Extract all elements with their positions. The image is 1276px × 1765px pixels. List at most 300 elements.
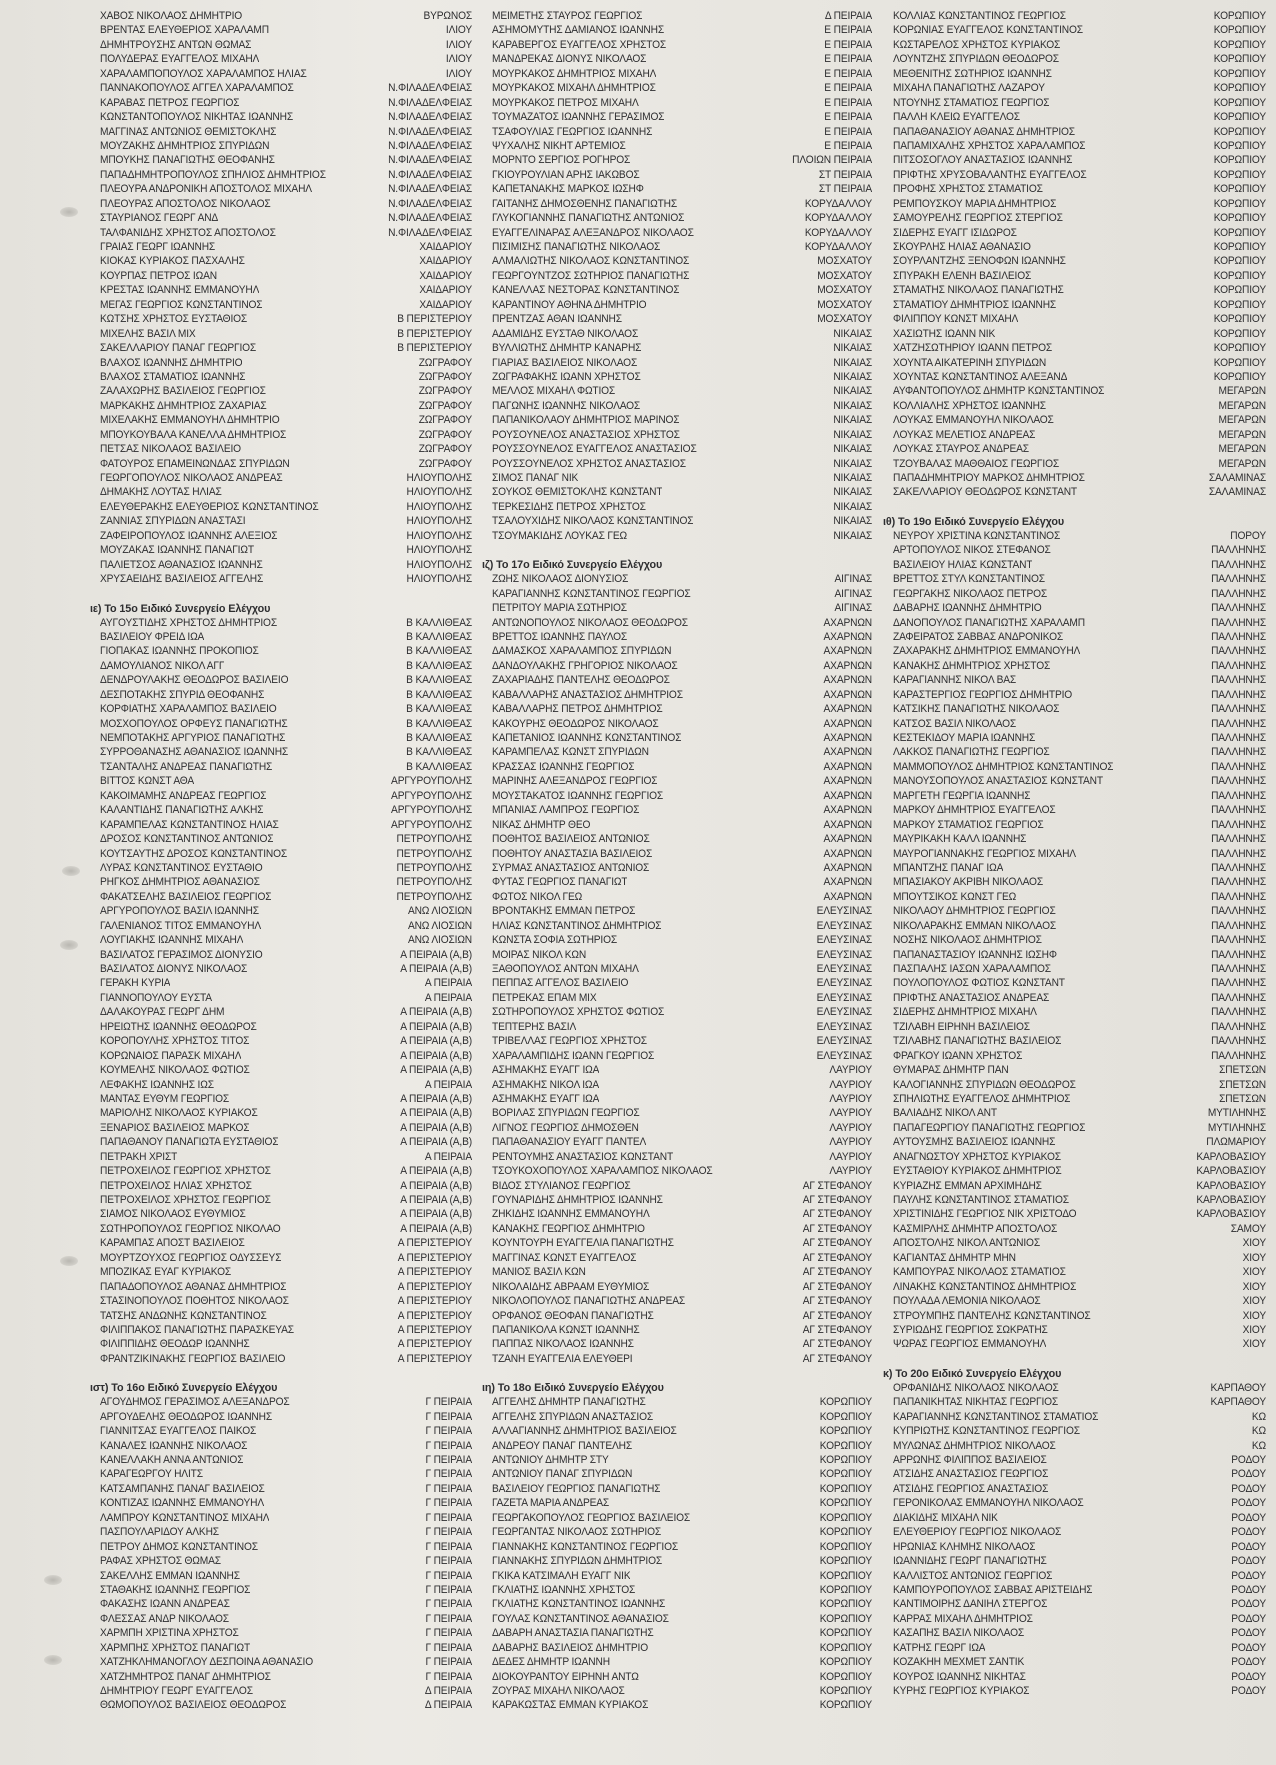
list-item xyxy=(893,1266,1266,1282)
tax-office: ΧΑΙΔΑΡΙΟΥ xyxy=(419,270,472,283)
person-name: ΜΑΡΚΟΥ ΣΤΑΜΑΤΙΟΣ ΓΕΩΡΓΙΟΣ xyxy=(893,819,1044,832)
list-item xyxy=(893,428,1266,444)
person-name: ΑΛΜΑΛΙΩΤΗΣ ΝΙΚΟΛΑΟΣ ΚΩΝΣΤΑΝΤΙΝΟΣ xyxy=(492,255,690,268)
person-name: ΑΝΤΩΝΙΟΥ ΠΑΝΑΓ ΣΠΥΡΙΔΩΝ xyxy=(492,1468,633,1481)
tax-office: ΚΟΡΩΠΙΟΥ xyxy=(1213,169,1266,182)
tax-office: Β ΚΑΛΛΙΘΕΑΣ xyxy=(406,703,472,716)
tax-office: ΖΩΓΡΑΦΟΥ xyxy=(418,429,472,442)
person-name: ΑΥΤΟΥΣΜΗΣ ΒΑΣΙΛΕΙΟΣ ΙΩΑΝΝΗΣ xyxy=(893,1136,1056,1149)
person-name: ΔΑΝΔΟΥΛΑΚΗΣ ΓΡΗΓΟΡΙΟΣ ΝΙΚΟΛΑΟΣ xyxy=(492,660,678,673)
list-item xyxy=(492,1641,872,1657)
tax-office: ΑΓ ΣΤΕΦΑΝΟΥ xyxy=(802,1310,872,1322)
person-name: ΠΑΠΑΘΑΝΟΥ ΠΑΝΑΓΙΩΤΑ ΕΥΣΤΑΘΙΟΣ xyxy=(100,1136,279,1149)
tax-office: Δ ΠΕΙΡΑΙΑ xyxy=(424,1699,472,1712)
list-item xyxy=(100,110,472,126)
list-item xyxy=(492,1439,872,1455)
person-name: ΠΑΠΑΔΟΠΟΥΛΟΣ ΑΘΑΝΑΣ ΔΗΜΗΤΡΙΟΣ xyxy=(100,1281,287,1294)
tax-office: ΠΑΛΛΗΝΗΣ xyxy=(1211,718,1266,730)
person-name: ΠΑΠΠΑΣ ΝΙΚΟΛΑΟΣ ΙΩΑΝΝΗΣ xyxy=(492,1338,634,1351)
list-item xyxy=(100,1136,472,1152)
person-name: ΡΟΥΣΟΥΝΕΛΟΣ ΑΝΑΣΤΑΣΙΟΣ ΧΡΗΣΤΟΣ xyxy=(492,429,680,442)
list-item xyxy=(100,1497,472,1513)
tax-office: Γ ΠΕΙΡΑΙΑ xyxy=(425,1642,472,1655)
tax-office: ΝΙΚΑΙΑΣ xyxy=(833,530,872,543)
person-name: ΜΑΡΙΟΛΗΣ ΝΙΚΟΛΑΟΣ ΚΥΡΙΑΚΟΣ xyxy=(100,1107,258,1120)
person-name: ΦΙΛΙΠΠΟΥ ΚΩΝΣΤ ΜΙΧΑΗΛ xyxy=(893,313,1019,326)
person-name: ΘΥΜΑΡΑΣ ΔΗΜΗΤΡ ΠΑΝ xyxy=(893,1064,1009,1077)
person-name: ΚΟΝΤΙΖΑΣ ΙΩΑΝΝΗΣ ΕΜΜΑΝΟΥΗΛ xyxy=(100,1497,264,1510)
list-item xyxy=(100,674,472,690)
tax-office: ΣΑΛΑΜΙΝΑΣ xyxy=(1208,472,1266,485)
tax-office: ΠΑΛΛΗΝΗΣ xyxy=(1211,833,1266,846)
tax-office: ΖΩΓΡΑΦΟΥ xyxy=(418,443,472,456)
list-item xyxy=(893,1150,1266,1166)
tax-office: ΕΛΕΥΣΙΝΑΣ xyxy=(816,1021,872,1034)
tax-office: ΠΑΛΛΗΝΗΣ xyxy=(1211,703,1266,716)
list-item xyxy=(100,804,472,820)
person-name: ΑΓΓΕΛΗΣ ΣΠΥΡΙΔΩΝ ΑΝΑΣΤΑΣΙΟΣ xyxy=(492,1411,654,1424)
tax-office: ΛΑΥΡΙΟΥ xyxy=(829,1165,872,1178)
person-name: ΓΙΑΝΝΑΚΗΣ ΣΠΥΡΙΔΩΝ ΔΗΜΗΤΡΙΟΣ xyxy=(492,1555,663,1568)
list-item xyxy=(893,298,1266,314)
person-name: ΜΑΝΔΡΕΚΑΣ ΔΙΟΝΥΣ ΝΙΚΟΛΑΟΣ xyxy=(492,53,647,66)
person-name: ΓΕΩΡΓΑΚΟΠΟΥΛΟΣ ΓΕΩΡΓΙΟΣ ΒΑΣΙΛΕΙΟΣ xyxy=(492,1512,691,1525)
list-item xyxy=(100,1063,472,1079)
tax-office: ΚΟΡΩΠΙΟΥ xyxy=(1213,328,1266,341)
person-name: ΧΟΥΝΤΑΣ ΚΩΝΣΤΑΝΤΙΝΟΣ ΑΛΕΞΑΝΔ xyxy=(893,371,1068,384)
list-item xyxy=(100,977,472,993)
list-item xyxy=(893,284,1266,300)
tax-office: ΑΓ ΣΤΕΦΑΝΟΥ xyxy=(802,1295,872,1308)
list-item xyxy=(100,934,472,950)
person-name: ΛΕΦΑΚΗΣ ΙΩΑΝΝΗΣ ΙΩΣ xyxy=(100,1079,214,1091)
tax-office: ΒΥΡΩΝΟΣ xyxy=(423,10,472,23)
tax-office: ΚΟΡΩΠΙΟΥ xyxy=(1213,183,1266,196)
person-name: ΚΟΡΟΠΟΥΛΗΣ ΧΡΗΣΤΟΣ ΤΙΤΟΣ xyxy=(100,1035,250,1048)
tax-office: ΚΟΡΩΠΙΟΥ xyxy=(1213,53,1266,66)
list-item xyxy=(492,298,872,314)
person-name: ΚΑΡΑΓΙΑΝΝΗΣ ΝΙΚΟΛ ΒΑΣ xyxy=(893,674,1017,687)
tax-office: ΛΑΥΡΙΟΥ xyxy=(829,1122,872,1135)
tax-office: ΝΙΚΑΙΑΣ xyxy=(833,472,872,485)
tax-office: ΙΛΙΟΥ xyxy=(445,24,472,37)
tax-office: ΚΟΡΩΠΙΟΥ xyxy=(1213,270,1266,283)
person-name: ΧΡΥΣΑΕΙΔΗΣ ΒΑΣΙΛΕΙΟΣ ΑΓΓΕΛΗΣ xyxy=(100,573,264,586)
person-name: ΤΖΙΛΑΒΗ ΕΙΡΗΝΗ ΒΑΣΙΛΕΙΟΣ xyxy=(893,1021,1030,1034)
person-name: ΜΟΥΡΚΑΚΟΣ ΜΙΧΑΗΛ ΔΗΜΗΤΡΙΟΣ xyxy=(492,82,656,95)
person-name: ΛΟΥΚΑΣ ΣΤΑΥΡΟΣ ΑΝΔΡΕΑΣ xyxy=(893,443,1029,456)
person-name: ΧΑΡΑΛΑΜΠΟΠΟΥΛΟΣ ΧΑΡΑΛΑΜΠΟΣ ΗΛΙΑΣ xyxy=(100,68,307,81)
tax-office: ΠΑΛΛΗΝΗΣ xyxy=(1211,905,1266,918)
tax-office: ΠΑΛΛΗΝΗΣ xyxy=(1211,992,1266,1005)
tax-office: ΧΙΟΥ xyxy=(1242,1295,1266,1308)
person-name: ΚΑΠΕΤΑΝΑΚΗΣ ΜΑΡΚΟΣ ΙΩΣΗΦ xyxy=(492,183,644,196)
tax-office: ΑΧΑΡΝΩΝ xyxy=(823,746,872,759)
person-name: ΦΑΚΑΣΗΣ ΙΩΑΝΝ ΑΝΔΡΕΑΣ xyxy=(100,1598,230,1611)
person-name: ΤΣΑΛΟΥΧΙΔΗΣ ΝΙΚΟΛΑΟΣ ΚΩΝΣΤΑΝΤΙΝΟΣ xyxy=(492,515,694,528)
person-name: ΣΙΜΟΣ ΠΑΝΑΓ ΝΙΚ xyxy=(492,472,579,485)
list-item xyxy=(492,443,872,459)
person-name: ΒΟΡΙΛΑΣ ΣΠΥΡΙΔΩΝ ΓΕΩΡΓΙΟΣ xyxy=(492,1107,640,1120)
list-item xyxy=(100,544,472,560)
tax-office: ΑΧΑΡΝΩΝ xyxy=(823,631,872,644)
tax-office: ΧΙΟΥ xyxy=(1242,1324,1266,1337)
list-item xyxy=(492,1670,872,1686)
list-item xyxy=(100,1251,472,1267)
person-name: ΒΡΕΝΤΑΣ ΕΛΕΥΘΕΡΙΟΣ ΧΑΡΑΛΑΜΠ xyxy=(100,24,269,37)
tax-office: ΚΑΡΛΟΒΑΣΙΟΥ xyxy=(1196,1165,1266,1178)
person-name: ΦΥΤΑΣ ΓΕΩΡΓΙΟΣ ΠΑΝΑΓΙΩΤ xyxy=(492,876,628,889)
list-item xyxy=(492,746,872,762)
list-item xyxy=(893,154,1266,170)
tax-office: ΜΟΣΧΑΤΟΥ xyxy=(817,255,872,268)
tax-office: ΕΛΕΥΣΙΝΑΣ xyxy=(816,1035,872,1048)
person-name: ΚΑΛΟΓΙΑΝΝΗΣ ΣΠΥΡΙΔΩΝ ΘΕΟΔΩΡΟΣ xyxy=(893,1079,1076,1091)
list-item xyxy=(893,53,1266,69)
tax-office: ΑΧΑΡΝΩΝ xyxy=(823,674,872,687)
list-item xyxy=(492,1020,872,1036)
person-name: ΣΙΔΕΡΗΣ ΕΥΑΓΓ ΙΣΙΔΩΡΟΣ xyxy=(893,227,1017,239)
column-1 xyxy=(90,10,472,1714)
person-name: ΜΠΟΥΚΗΣ ΠΑΝΑΓΙΩΤΗΣ ΘΕΟΦΑΝΗΣ xyxy=(100,154,275,167)
person-name: ΡΕΜΠΟΥΣΚΟΥ ΜΑΡΙΑ ΔΗΜΗΤΡΙΟΣ xyxy=(893,198,1057,211)
person-name: ΘΩΜΟΠΟΥΛΟΣ ΒΑΣΙΛΕΙΟΣ ΘΕΟΔΩΡΟΣ xyxy=(100,1699,287,1712)
person-name: ΜΟΥΣΤΑΚΑΤΟΣ ΙΩΑΝΝΗΣ ΓΕΩΡΓΙΟΣ xyxy=(492,790,664,803)
tax-office: ΚΟΡΥΔΑΛΛΟΥ xyxy=(804,212,872,225)
tax-office: ΑΧΑΡΝΩΝ xyxy=(823,862,872,875)
tax-office: ΕΛΕΥΣΙΝΑΣ xyxy=(816,1050,872,1063)
person-name: ΠΕΤΡΑΚΗ ΧΡΙΣΤ xyxy=(100,1151,178,1164)
list-item xyxy=(492,1208,872,1224)
person-name: ΜΕΛΛΟΣ ΜΙΧΑΗΛ ΦΩΤΙΟΣ xyxy=(492,385,616,398)
list-item xyxy=(100,284,472,300)
tax-office: ΚΟΡΩΠΙΟΥ xyxy=(819,1468,872,1481)
tax-office: ΚΟΡΩΠΙΟΥ xyxy=(1213,284,1266,297)
person-name: ΜΑΓΓΙΝΑΣ ΑΝΤΩΝΙΟΣ ΘΕΜΙΣΤΟΚΛΗΣ xyxy=(100,126,277,138)
tax-office: ΗΛΙΟΥΠΟΛΗΣ xyxy=(406,559,472,572)
tax-office: ΑΧΑΡΝΩΝ xyxy=(823,689,872,702)
list-item xyxy=(100,1338,472,1354)
person-name: ΕΛΕΥΘΕΡΙΟΥ ΓΕΩΡΓΙΟΣ ΝΙΚΟΛΑΟΣ xyxy=(893,1526,1062,1539)
list-item xyxy=(893,688,1266,704)
tax-office: ΝΙΚΑΙΑΣ xyxy=(833,429,872,442)
person-name: ΝΙΚΟΛΟΠΟΥΛΟΣ ΠΑΝΑΓΙΩΤΗΣ ΑΝΔΡΕΑΣ xyxy=(492,1295,686,1308)
list-item xyxy=(893,1684,1266,1700)
tax-office: ΑΧΑΡΝΩΝ xyxy=(823,660,872,673)
list-item xyxy=(100,616,472,632)
tax-office: ΛΑΥΡΙΟΥ xyxy=(829,1064,872,1077)
list-item xyxy=(492,1699,872,1715)
list-item xyxy=(492,1352,872,1368)
list-item xyxy=(492,587,872,603)
person-name: ΚΟΡΩΝΑΙΟΣ ΠΑΡΑΣΚ ΜΙΧΑΗΛ xyxy=(100,1050,242,1063)
person-name: ΑΠΟΣΤΟΛΗΣ ΝΙΚΟΛ ΑΝΤΩΝΙΟΣ xyxy=(893,1237,1040,1250)
list-item xyxy=(492,1063,872,1079)
list-item xyxy=(893,1237,1266,1253)
person-name: ΜΠΟΥΤΣΙΚΟΣ ΚΩΝΣΤ ΓΕΩ xyxy=(893,891,1017,904)
person-name: ΒΥΛΛΙΩΤΗΣ ΔΗΜΗΤΡ ΚΑΝΑΡΗΣ xyxy=(492,342,642,355)
tax-office: ΑΓ ΣΤΕΦΑΝΟΥ xyxy=(802,1252,872,1265)
tax-office: ΚΟΡΩΠΙΟΥ xyxy=(819,1613,872,1626)
person-name: ΜΑΜΜΟΠΟΥΛΟΣ ΔΗΜΗΤΡΙΟΣ ΚΩΝΣΤΑΝΤΙΝΟΣ xyxy=(893,761,1114,774)
tax-office: ΧΙΟΥ xyxy=(1242,1237,1266,1250)
person-name: ΒΑΣΙΛΕΙΟΥ ΦΡΕΙΔ ΙΩΑ xyxy=(100,631,205,644)
person-name: ΧΡΙΣΤΙΝΙΔΗΣ ΓΕΩΡΓΙΟΣ ΝΙΚ ΧΡΙΣΤΟΔΟ xyxy=(893,1208,1077,1221)
tax-office: ΚΟΡΩΠΙΟΥ xyxy=(819,1512,872,1525)
person-name: ΜΑΥΡΟΓΙΑΝΝΑΚΗΣ ΓΕΩΡΓΙΟΣ ΜΙΧΑΗΛ xyxy=(893,848,1076,860)
section-heading: κ) Το 20ο Ειδικό Συνεργείο Ελέγχου xyxy=(883,1367,1062,1380)
list-item xyxy=(100,1266,472,1282)
person-name: ΑΡΡΩΝΗΣ ΦΙΛΙΠΠΟΣ ΒΑΣΙΛΕΙΟΣ xyxy=(893,1454,1047,1467)
tax-office: Α ΠΕΙΡΑΙΑ xyxy=(424,977,472,990)
tax-office: ΠΑΛΛΗΝΗΣ xyxy=(1211,949,1266,961)
list-item xyxy=(100,905,472,921)
tax-office: ΣΠΕΤΣΩΝ xyxy=(1219,1064,1266,1077)
tax-office: ΝΙΚΑΙΑΣ xyxy=(833,328,872,341)
person-name: ΓΙΑΝΝΑΚΗΣ ΚΩΝΣΤΑΝΤΙΝΟΣ ΓΕΩΡΓΙΟΣ xyxy=(492,1541,679,1554)
tax-office: ΕΛΕΥΣΙΝΑΣ xyxy=(816,1006,872,1019)
person-name: ΠΟΥΛΟΠΟΥΛΟΣ ΦΩΤΙΟΣ ΚΩΝΣΤΑΝΤ xyxy=(893,977,1065,990)
list-item xyxy=(100,1150,472,1166)
person-name: ΚΑΜΠΟΥΡΑΣ ΝΙΚΟΛΑΟΣ ΣΤΑΜΑΤΙΟΣ xyxy=(893,1266,1066,1279)
list-item xyxy=(492,1598,872,1614)
tax-office: Γ ΠΕΙΡΑΙΑ xyxy=(425,1497,472,1510)
tax-office: Α ΠΕΡΙΣΤΕΡΙΟΥ xyxy=(397,1324,472,1337)
list-item xyxy=(100,1165,472,1181)
list-item xyxy=(893,1511,1266,1527)
person-name: ΚΑΝΕΛΛΑΚΗ ΑΝΝΑ ΑΝΤΩΝΙΟΣ xyxy=(100,1454,244,1467)
tax-office: Β ΚΑΛΛΙΘΕΑΣ xyxy=(406,631,472,644)
person-name: ΚΑΡΑΜΠΕΛΑΣ ΚΩΝΣΤΑΝΤΙΝΟΣ ΗΛΙΑΣ xyxy=(100,819,279,832)
list-item xyxy=(893,443,1266,459)
person-name: ΚΑΒΑΛΛΑΡΗΣ ΠΕΤΡΟΣ ΔΗΜΗΤΡΙΟΣ xyxy=(492,703,663,716)
tax-office: Γ ΠΕΙΡΑΙΑ xyxy=(425,1468,472,1481)
tax-office: ΙΛΙΟΥ xyxy=(445,68,472,81)
tax-office: ΠΑΛΛΗΝΗΣ xyxy=(1211,862,1266,875)
person-name: ΓΕΩΡΓΑΚΗΣ ΝΙΚΟΛΑΟΣ ΠΕΤΡΟΣ xyxy=(893,588,1048,601)
person-name: ΚΩΤΣΗΣ ΧΡΗΣΤΟΣ ΕΥΣΤΑΘΙΟΣ xyxy=(100,313,248,326)
list-item xyxy=(100,818,472,834)
tax-office: Ε ΠΕΙΡΑΙΑ xyxy=(824,39,872,52)
list-item xyxy=(893,1396,1266,1412)
tax-office: Α ΠΕΙΡΑΙΑ (Α,Β) xyxy=(400,1050,472,1063)
tax-office: ΡΟΔΟΥ xyxy=(1231,1598,1266,1611)
list-item xyxy=(492,284,872,300)
person-name: ΗΡΩΝΙΑΣ ΚΛΗΜΗΣ ΝΙΚΟΛΑΟΣ xyxy=(893,1541,1036,1554)
tax-office: ΕΛΕΥΣΙΝΑΣ xyxy=(816,992,872,1005)
person-name: ΜΟΡΝΤΟ ΣΕΡΓΙΟΣ ΡΟΓΗΡΟΣ xyxy=(492,154,631,167)
tax-office: ΠΑΛΛΗΝΗΣ xyxy=(1211,588,1266,601)
person-name: ΒΛΑΧΟΣ ΣΤΑΜΑΤΙΟΣ ΙΩΑΝΝΗΣ xyxy=(100,371,246,384)
tax-office: ΜΟΣΧΑΤΟΥ xyxy=(817,284,872,297)
tax-office: ΑΧΑΡΝΩΝ xyxy=(823,819,872,832)
person-name: ΚΑΡΑΓΙΑΝΝΗΣ ΚΩΝΣΤΑΝΤΙΝΟΣ ΣΤΑΜΑΤΙΟΣ xyxy=(893,1411,1099,1424)
tax-office: Ε ΠΕΙΡΑΙΑ xyxy=(824,111,872,124)
list-item xyxy=(492,876,872,892)
person-name: ΨΩΡΑΣ ΓΕΩΡΓΙΟΣ ΕΜΜΑΝΟΥΗΛ xyxy=(893,1338,1047,1351)
list-item xyxy=(492,847,872,863)
tax-office: ΚΟΡΩΠΙΟΥ xyxy=(1213,39,1266,52)
person-name: ΠΕΤΡΟΧΕΙΛΟΣ ΓΕΩΡΓΙΟΣ ΧΡΗΣΤΟΣ xyxy=(100,1165,271,1178)
list-item xyxy=(100,313,472,329)
list-item xyxy=(100,154,472,170)
list-item xyxy=(492,1396,872,1412)
list-item xyxy=(893,197,1266,213)
person-name: ΡΟΥΣΣΟΥΝΕΛΟΣ ΕΥΑΓΓΕΛΟΣ ΑΝΑΣΤΑΣΙΟΣ xyxy=(492,443,697,456)
tax-office: ΙΛΙΟΥ xyxy=(445,53,472,66)
tax-office: Δ ΠΕΙΡΑΙΑ xyxy=(824,10,872,23)
list-item xyxy=(893,1136,1266,1152)
tax-office: ΧΙΟΥ xyxy=(1242,1338,1266,1351)
tax-office: Α ΠΕΙΡΑΙΑ (Α,Β) xyxy=(400,1165,472,1178)
person-name: ΣΤΑΥΡΙΑΝΟΣ ΓΕΩΡΓ ΑΝΔ xyxy=(100,212,219,225)
tax-office: ΚΟΡΩΠΙΟΥ xyxy=(819,1584,872,1597)
tax-office: ΛΑΥΡΙΟΥ xyxy=(829,1093,872,1106)
person-name: ΣΑΚΕΛΛΗΣ ΕΜΜΑΝ ΙΩΑΝΝΗΣ xyxy=(100,1570,240,1582)
tax-office: Ν.ΦΙΛΑΔΕΛΦΕΙΑΣ xyxy=(388,154,472,167)
person-name: ΚΑΡΑΜΠΕΛΑΣ ΚΩΝΣΤ ΣΠΥΡΙΔΩΝ xyxy=(492,746,649,759)
tax-office: ΑΡΓΥΡΟΥΠΟΛΗΣ xyxy=(391,775,472,788)
list-item xyxy=(100,255,472,271)
list-item xyxy=(100,919,472,935)
person-name: ΧΑΤΖΗΜΗΤΡΟΣ ΠΑΝΑΓ ΔΗΜΗΤΡΙΟΣ xyxy=(100,1671,271,1683)
person-name: ΓΙΑΝΝΟΠΟΥΛΟΥ ΕΥΣΤΑ xyxy=(100,992,212,1005)
tax-office: ΡΟΔΟΥ xyxy=(1231,1613,1266,1626)
tax-office: ΚΟΡΩΠΙΟΥ xyxy=(1213,357,1266,369)
list-item xyxy=(492,1569,872,1585)
list-item xyxy=(492,1006,872,1022)
person-name: ΦΛΕΣΣΑΣ ΑΝΔΡ ΝΙΚΟΛΑΟΣ xyxy=(100,1613,229,1626)
list-item xyxy=(100,789,472,805)
person-name: ΤΕΡΚΕΣΙΔΗΣ ΠΕΤΡΟΣ ΧΡΗΣΤΟΣ xyxy=(492,501,646,514)
person-name: ΣΤΑΜΑΤΙΟΥ ΔΗΜΗΤΡΙΟΣ ΙΩΑΝΝΗΣ xyxy=(893,299,1057,312)
list-item xyxy=(100,645,472,661)
list-item xyxy=(100,1540,472,1556)
list-item xyxy=(100,1396,472,1412)
tax-office: ΠΑΛΛΗΝΗΣ xyxy=(1211,674,1266,687)
tax-office: ΚΟΡΩΠΙΟΥ xyxy=(819,1526,872,1539)
tax-office: ΜΥΤΙΛΗΝΗΣ xyxy=(1207,1122,1266,1135)
list-item xyxy=(893,1627,1266,1643)
tax-office: ΑΓ ΣΤΕΦΑΝΟΥ xyxy=(802,1208,872,1221)
person-name: ΠΑΣΠΑΛΗΣ ΙΑΣΩΝ ΧΑΡΑΛΑΜΠΟΣ xyxy=(893,963,1051,976)
tax-office: ΠΑΛΛΗΝΗΣ xyxy=(1211,848,1266,860)
tax-office: Ε ΠΕΙΡΑΙΑ xyxy=(824,126,872,138)
list-item xyxy=(100,746,472,762)
person-name: ΔΑΒΑΡΗΣ ΙΩΑΝΝΗΣ ΔΗΜΗΤΡΙΟ xyxy=(893,602,1042,615)
list-item xyxy=(100,67,472,83)
tax-office: ΠΑΛΛΗΝΗΣ xyxy=(1211,819,1266,832)
list-item xyxy=(100,1627,472,1643)
tax-office: ΑΧΑΡΝΩΝ xyxy=(823,848,872,860)
tax-office: ΖΩΓΡΑΦΟΥ xyxy=(418,371,472,384)
tax-office: ΠΑΛΛΗΝΗΣ xyxy=(1211,761,1266,774)
person-name: ΝΕΥΡΟΥ ΧΡΙΣΤΙΝΑ ΚΩΝΣΤΑΝΤΙΝΟΣ xyxy=(893,530,1061,543)
tax-office: ΡΟΔΟΥ xyxy=(1231,1642,1266,1655)
tax-office: Γ ΠΕΙΡΑΙΑ xyxy=(425,1598,472,1611)
list-item xyxy=(893,226,1266,242)
tax-office: ΚΑΡΛΟΒΑΣΙΟΥ xyxy=(1196,1151,1266,1164)
list-item xyxy=(492,703,872,719)
person-name: ΤΣΑΦΟΥΛΙΑΣ ΓΕΩΡΓΙΟΣ ΙΩΑΝΝΗΣ xyxy=(492,126,653,138)
tax-office: ΠΑΛΛΗΝΗΣ xyxy=(1211,559,1266,572)
tax-office: ΡΟΔΟΥ xyxy=(1231,1671,1266,1683)
list-item xyxy=(100,1179,472,1195)
person-name: ΠΡΙΦΤΗΣ ΧΡΥΣΟΒΑΛΑΝΤΗΣ ΕΥΑΓΓΕΛΟΣ xyxy=(893,169,1087,182)
tax-office: ΚΟΡΩΠΙΟΥ xyxy=(819,1483,872,1496)
tax-office: ΑΓ ΣΤΕΦΑΝΟΥ xyxy=(802,1281,872,1294)
person-name: ΣΙΑΜΟΣ ΝΙΚΟΛΑΟΣ ΕΥΘΥΜΙΟΣ xyxy=(100,1208,246,1221)
list-item xyxy=(492,717,872,733)
tax-office: ΚΟΡΩΠΙΟΥ xyxy=(1213,371,1266,384)
list-item xyxy=(100,775,472,791)
person-name: ΚΑΤΣΙΚΗΣ ΠΑΝΑΓΙΩΤΗΣ ΝΙΚΟΛΑΟΣ xyxy=(893,703,1060,716)
list-item xyxy=(492,313,872,329)
tax-office: Ν.ΦΙΛΑΔΕΛΦΕΙΑΣ xyxy=(388,212,472,225)
tax-office: ΑΧΑΡΝΩΝ xyxy=(823,790,872,803)
tax-office: Β ΚΑΛΛΙΘΕΑΣ xyxy=(406,761,472,774)
list-item xyxy=(492,385,872,401)
tax-office: ΙΛΙΟΥ xyxy=(445,39,472,52)
tax-office: ΖΩΓΡΑΦΟΥ xyxy=(418,357,472,369)
tax-office: ΜΕΓΑΡΩΝ xyxy=(1218,385,1266,398)
tax-office: Β ΚΑΛΛΙΘΕΑΣ xyxy=(406,617,472,629)
person-name: ΔΑΛΑΚΟΥΡΑΣ ΓΕΩΡΓ ΔΗΜ xyxy=(100,1006,225,1019)
tax-office: ΚΑΡΛΟΒΑΣΙΟΥ xyxy=(1196,1208,1266,1221)
tax-office: ΠΑΛΛΗΝΗΣ xyxy=(1211,573,1266,586)
tax-office: ΚΟΡΩΠΙΟΥ xyxy=(819,1642,872,1655)
list-item xyxy=(492,428,872,444)
tax-office: ΜΕΓΑΡΩΝ xyxy=(1218,400,1266,413)
person-name: ΣΩΤΗΡΟΠΟΥΛΟΣ ΧΡΗΣΤΟΣ ΦΩΤΙΟΣ xyxy=(492,1006,665,1019)
person-name: ΚΑΒΑΛΛΑΡΗΣ ΑΝΑΣΤΑΣΙΟΣ ΔΗΜΗΤΡΙΟΣ xyxy=(492,689,683,702)
person-name: ΠΑΠΑΔΗΜΗΤΡΟΠΟΥΛΟΣ ΣΠΗΛΙΟΣ ΔΗΜΗΤΡΙΟΣ xyxy=(100,169,326,182)
tax-office: ΜΟΣΧΑΤΟΥ xyxy=(817,299,872,312)
tax-office: ΚΟΡΩΠΙΟΥ xyxy=(819,1396,872,1409)
tax-office: ΣΠΕΤΣΩΝ xyxy=(1219,1079,1266,1091)
list-item xyxy=(100,125,472,141)
tax-office: ΧΑΙΔΑΡΙΟΥ xyxy=(419,284,472,297)
person-name: ΒΑΣΙΛΑΤΟΣ ΔΙΟΝΥΣ ΝΙΚΟΛΑΟΣ xyxy=(100,963,248,976)
list-item xyxy=(893,327,1266,343)
list-item xyxy=(893,255,1266,271)
tax-office: Β ΚΑΛΛΙΘΕΑΣ xyxy=(406,674,472,687)
punch-hole-mark xyxy=(44,1655,62,1665)
tax-office: ΡΟΔΟΥ xyxy=(1231,1555,1266,1568)
list-item xyxy=(893,212,1266,228)
person-name: ΛΙΓΝΟΣ ΓΕΩΡΓΙΟΣ ΔΗΜΟΣΘΕΝ xyxy=(492,1122,639,1135)
person-name: ΦΑΚΑΤΣΕΛΗΣ ΒΑΣΙΛΕΙΟΣ ΓΕΩΡΓΙΟΣ xyxy=(100,891,272,904)
person-name: ΑΥΦΑΝΤΟΠΟΥΛΟΣ ΔΗΜΗΤΡ ΚΩΝΣΤΑΝΤΙΝΟΣ xyxy=(893,385,1105,398)
tax-office: ΝΙΚΑΙΑΣ xyxy=(833,443,872,456)
tax-office: ΖΩΓΡΑΦΟΥ xyxy=(418,400,472,413)
tax-office: ΚΟΡΩΠΙΟΥ xyxy=(819,1685,872,1698)
person-name: ΜΥΛΩΝΑΣ ΔΗΜΗΤΡΙΟΣ ΝΙΚΟΛΑΟΣ xyxy=(893,1440,1056,1452)
person-name: ΚΑΤΡΗΣ ΓΕΩΡΓ ΙΩΑ xyxy=(893,1642,986,1655)
tax-office: ΑΧΑΡΝΩΝ xyxy=(823,617,872,629)
person-name: ΕΛΕΥΘΕΡΑΚΗΣ ΕΛΕΥΘΕΡΙΟΣ ΚΩΝΣΤΑΝΤΙΝΟΣ xyxy=(100,501,319,514)
tax-office: ΡΟΔΟΥ xyxy=(1231,1526,1266,1539)
list-item xyxy=(492,1150,872,1166)
person-name: ΚΑΝΑΛΕΣ ΙΩΑΝΝΗΣ ΝΙΚΟΛΑΟΣ xyxy=(100,1440,248,1452)
list-item xyxy=(893,1049,1266,1065)
tax-office: ΗΛΙΟΥΠΟΛΗΣ xyxy=(406,501,472,514)
list-item xyxy=(100,1699,472,1715)
tax-office: ΠΑΛΛΗΝΗΣ xyxy=(1211,1006,1266,1019)
person-name: ΤΣΟΥΚΟΧΟΠΟΥΛΟΣ ΧΑΡΑΛΑΜΠΟΣ ΝΙΚΟΛΑΟΣ xyxy=(492,1165,713,1178)
list-item xyxy=(100,1078,472,1094)
tax-office: ΧΙΟΥ xyxy=(1242,1310,1266,1322)
